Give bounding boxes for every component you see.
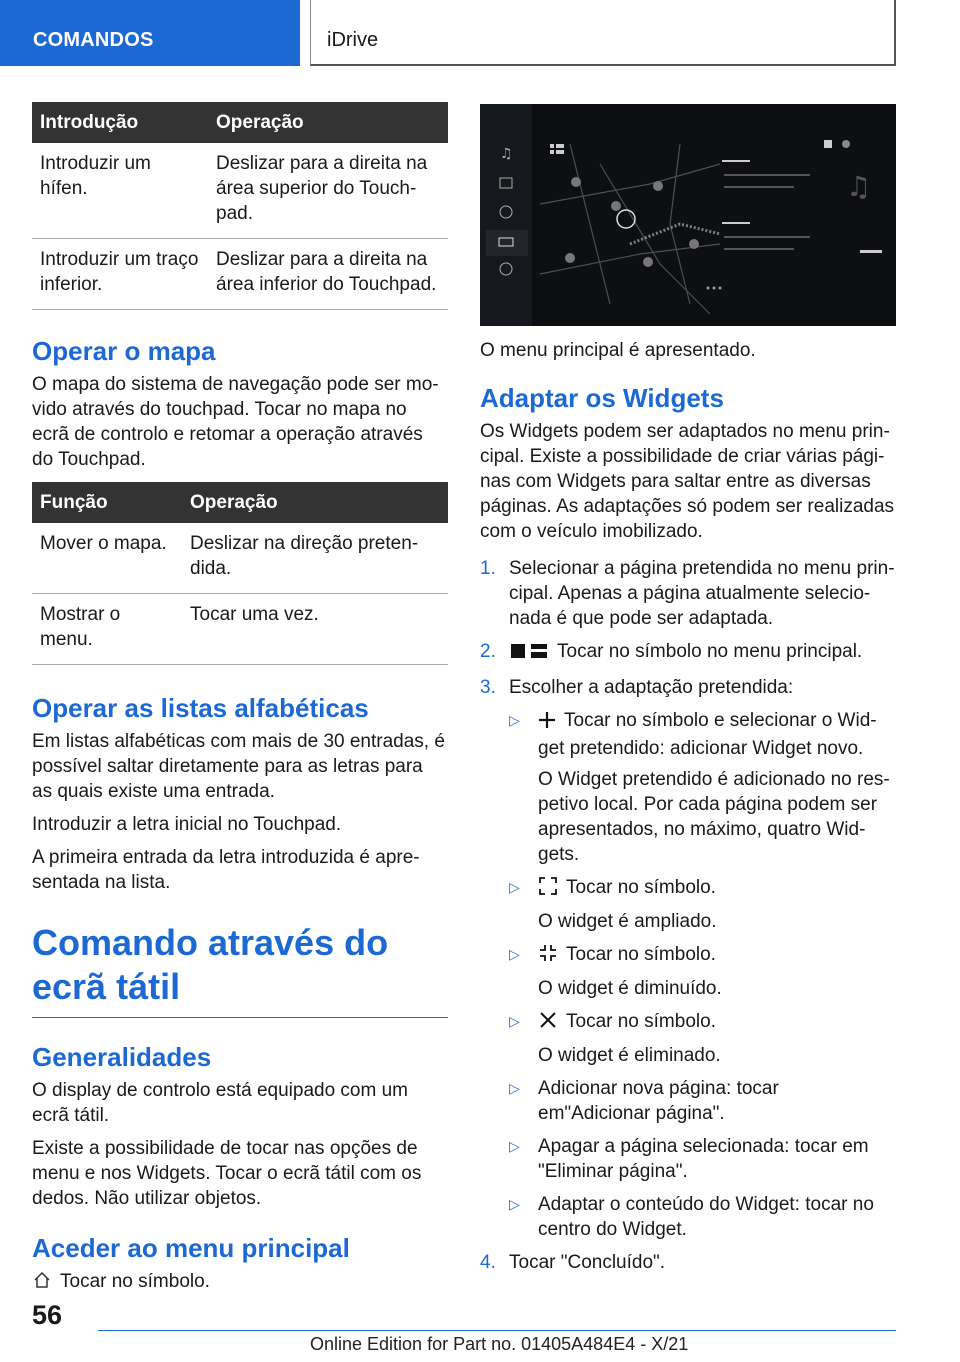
widgets-text: Os Widgets podem ser adaptados no menu principal. Existe a possibilidade de criar várias páginas com Widgets para saltar entre as diversas páginas. As adaptações só podem ser realizadas com o veículo imobilizado. (480, 421, 895, 542)
list-item (509, 1134, 896, 1184)
general-heading: Generalidades (32, 1042, 212, 1072)
page-number: 56 (32, 1300, 63, 1330)
bullet-icon: ▷ (509, 946, 520, 962)
main-menu-text (32, 1269, 448, 1297)
step-text: Escolher a adaptação pretendida: (509, 677, 794, 698)
bullet-icon: ▷ (509, 712, 520, 728)
widget-steps (480, 556, 896, 1275)
svg-text:♫: ♫ (846, 170, 872, 203)
list-item (509, 1009, 896, 1068)
option-text: Tocar no símbolo. (566, 944, 716, 965)
list-item (509, 708, 896, 867)
list-item (509, 1076, 896, 1126)
alpha-heading: Operar as listas alfabéticas (32, 693, 369, 723)
option-note: O widget é ampliado. (538, 911, 717, 932)
table-row (32, 523, 448, 594)
main-menu-screenshot (480, 104, 896, 326)
plus-icon (538, 711, 556, 736)
list-item (480, 675, 896, 1242)
map-operations-table (32, 482, 448, 665)
input-operations-table (32, 102, 448, 310)
section-tab: COMANDOS (0, 0, 300, 66)
touch-heading: Comando através do ecrã tátil (32, 921, 448, 1018)
enlarge-icon (538, 876, 558, 903)
shrink-icon (538, 943, 558, 970)
step-number: 2. (480, 641, 496, 662)
table-header: Função (32, 482, 182, 523)
step-text: Selecionar a página pretendida no menu principal. Apenas a página atualmente selecionada é que pode ser adaptada. (509, 558, 895, 629)
table-row (32, 594, 448, 665)
alpha-p3: A primeira entrada da letra introduzida é apresentada na lista. (32, 847, 420, 893)
list-item (480, 1250, 896, 1275)
list-item (509, 875, 896, 934)
option-text: Tocar no símbolo. (566, 877, 716, 898)
table-header: Operação (182, 482, 448, 523)
bullet-icon: ▷ (509, 1138, 520, 1154)
option-text: Tocar no símbolo e selecionar o Widget pretendido: adicionar Widget novo. (538, 710, 877, 759)
option-text: Apagar a página selecionada: tocar em "Eliminar página". (538, 1136, 869, 1182)
bullet-icon: ▷ (509, 1080, 520, 1096)
widget-layout-icon (509, 642, 549, 667)
option-note: O widget é eliminado. (538, 1045, 721, 1066)
table-header: Introdução (32, 102, 208, 143)
list-item (480, 556, 896, 631)
option-text: Tocar no símbolo. (566, 1011, 716, 1032)
map-text: O mapa do sistema de navegação pode ser movido através do touchpad. Tocar no mapa no ecrã de controlo e retomar a operação através do Touchpad. (32, 374, 439, 470)
main-menu-heading: Aceder ao menu principal (32, 1233, 350, 1263)
svg-text:♫: ♫ (500, 146, 513, 162)
option-text: Adaptar o conteúdo do Widget: tocar no centro do Widget. (538, 1194, 874, 1240)
right-column (480, 104, 896, 1283)
table-cell: Deslizar para a direita na área superior do Touchpad. (208, 143, 448, 239)
alpha-p1: Em listas alfabéticas com mais de 30 entradas, é possível saltar diretamente para as letras para as quais existe uma entrada. (32, 731, 445, 802)
topic-header: iDrive (310, 0, 896, 66)
main-menu-text-label: Tocar no símbolo. (60, 1271, 210, 1292)
bullet-icon: ▷ (509, 1013, 520, 1029)
screenshot-caption: O menu principal é apresentado. (480, 340, 756, 361)
home-icon (32, 1270, 52, 1297)
table-cell: Mover o mapa. (32, 523, 182, 594)
option-note: O Widget pretendido é adicionado no respetivo local. Por cada página podem ser apresentados, no máximo, quatro Widgets. (538, 769, 890, 865)
table-cell: Deslizar para a direita na área inferior do Touchpad. (208, 239, 448, 310)
adaptation-options (509, 708, 896, 1242)
step-number: 3. (480, 677, 496, 698)
step-number: 1. (480, 558, 496, 579)
table-cell: Introduzir um traço inferior. (32, 239, 208, 310)
list-item (509, 942, 896, 1001)
general-p2: Existe a possibilidade de tocar nas opções de menu e nos Widgets. Tocar o ecrã tátil com os dedos. Não utilizar objetos. (32, 1138, 422, 1209)
bullet-icon: ▷ (509, 1196, 520, 1212)
table-row (32, 143, 448, 239)
list-item (480, 639, 896, 667)
step-number: 4. (480, 1252, 496, 1273)
table-header: Operação (208, 102, 448, 143)
option-text: Adicionar nova página: tocar em"Adicionar página". (538, 1078, 779, 1124)
table-cell: Introduzir um hífen. (32, 143, 208, 239)
map-heading: Operar o mapa (32, 336, 216, 366)
table-row (32, 239, 448, 310)
left-column (32, 102, 448, 1305)
general-p1: O display de controlo está equipado com um ecrã tátil. (32, 1080, 408, 1126)
footer-divider (98, 1330, 896, 1331)
list-item (509, 1192, 896, 1242)
bullet-icon: ▷ (509, 879, 520, 895)
option-note: O widget é diminuído. (538, 978, 722, 999)
close-icon (538, 1010, 558, 1037)
widgets-heading: Adaptar os Widgets (480, 383, 724, 413)
table-cell: Mostrar o menu. (32, 594, 182, 665)
step-text: Tocar no símbolo no menu principal. (557, 641, 863, 662)
step-text: Tocar "Concluído". (509, 1252, 666, 1273)
alpha-p2: Introduzir a letra inicial no Touchpad. (32, 814, 342, 835)
table-cell: Deslizar na direção pretendida. (182, 523, 448, 594)
table-cell: Tocar uma vez. (182, 594, 448, 665)
footer-edition: Online Edition for Part no. 01405A484E4 - X/21 (310, 1334, 689, 1354)
